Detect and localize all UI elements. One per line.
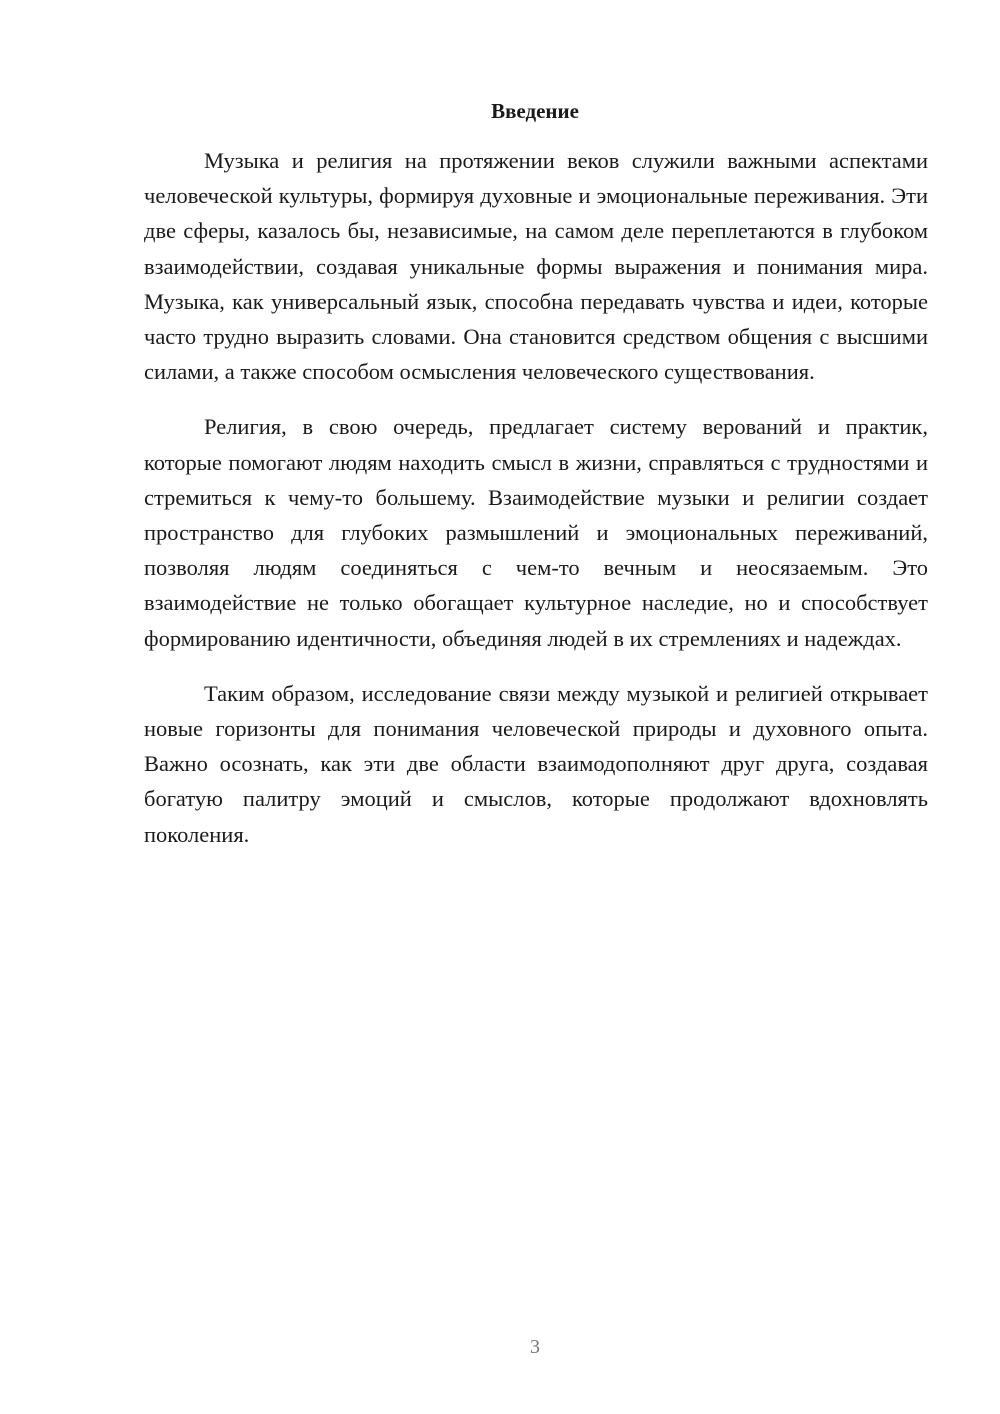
paragraph-1: Музыка и религия на протяжении веков служили важными аспектами человеческой культуры, формируя духовные и эмоциональные переживания. Эти две сферы, казалось бы, независимые, на самом деле переплетаются в глубоком взаимодействии, создавая уникальные формы выражения и понимания мира. Музыка, как универсальный язык, способна передавать чувства и идеи, которые часто трудно выразить словами. Она становится средством общения с высшими силами, а также способом осмысления человеческого существования. (144, 148, 928, 385)
paragraph-3: Таким образом, исследование связи между музыкой и религией открывает новые горизонты для понимания человеческой природы и духовного опыта. Важно осознать, как эти две области взаимодополняют друг друга, создавая богатую палитру эмоций и смыслов, которые продолжают вдохновлять поколения. (144, 680, 928, 847)
document-body (144, 143, 928, 872)
page-title: Введение (491, 99, 579, 123)
paragraph-2: Религия, в свою очередь, предлагает систему верований и практик, которые помогают людям находить смысл в жизни, справляться с трудностями и стремиться к чему-то большему. Взаимодействие музыки и религии создает пространство для глубоких размышлений и эмоциональных переживаний, позволяя людям соединяться с чем-то вечным и неосязаемым. Это взаимодействие не только обогащает культурное наследие, но и способствует формированию идентичности, объединяя людей в их стремлениях и надеждах. (144, 414, 928, 651)
page-number: 3 (530, 1336, 540, 1358)
